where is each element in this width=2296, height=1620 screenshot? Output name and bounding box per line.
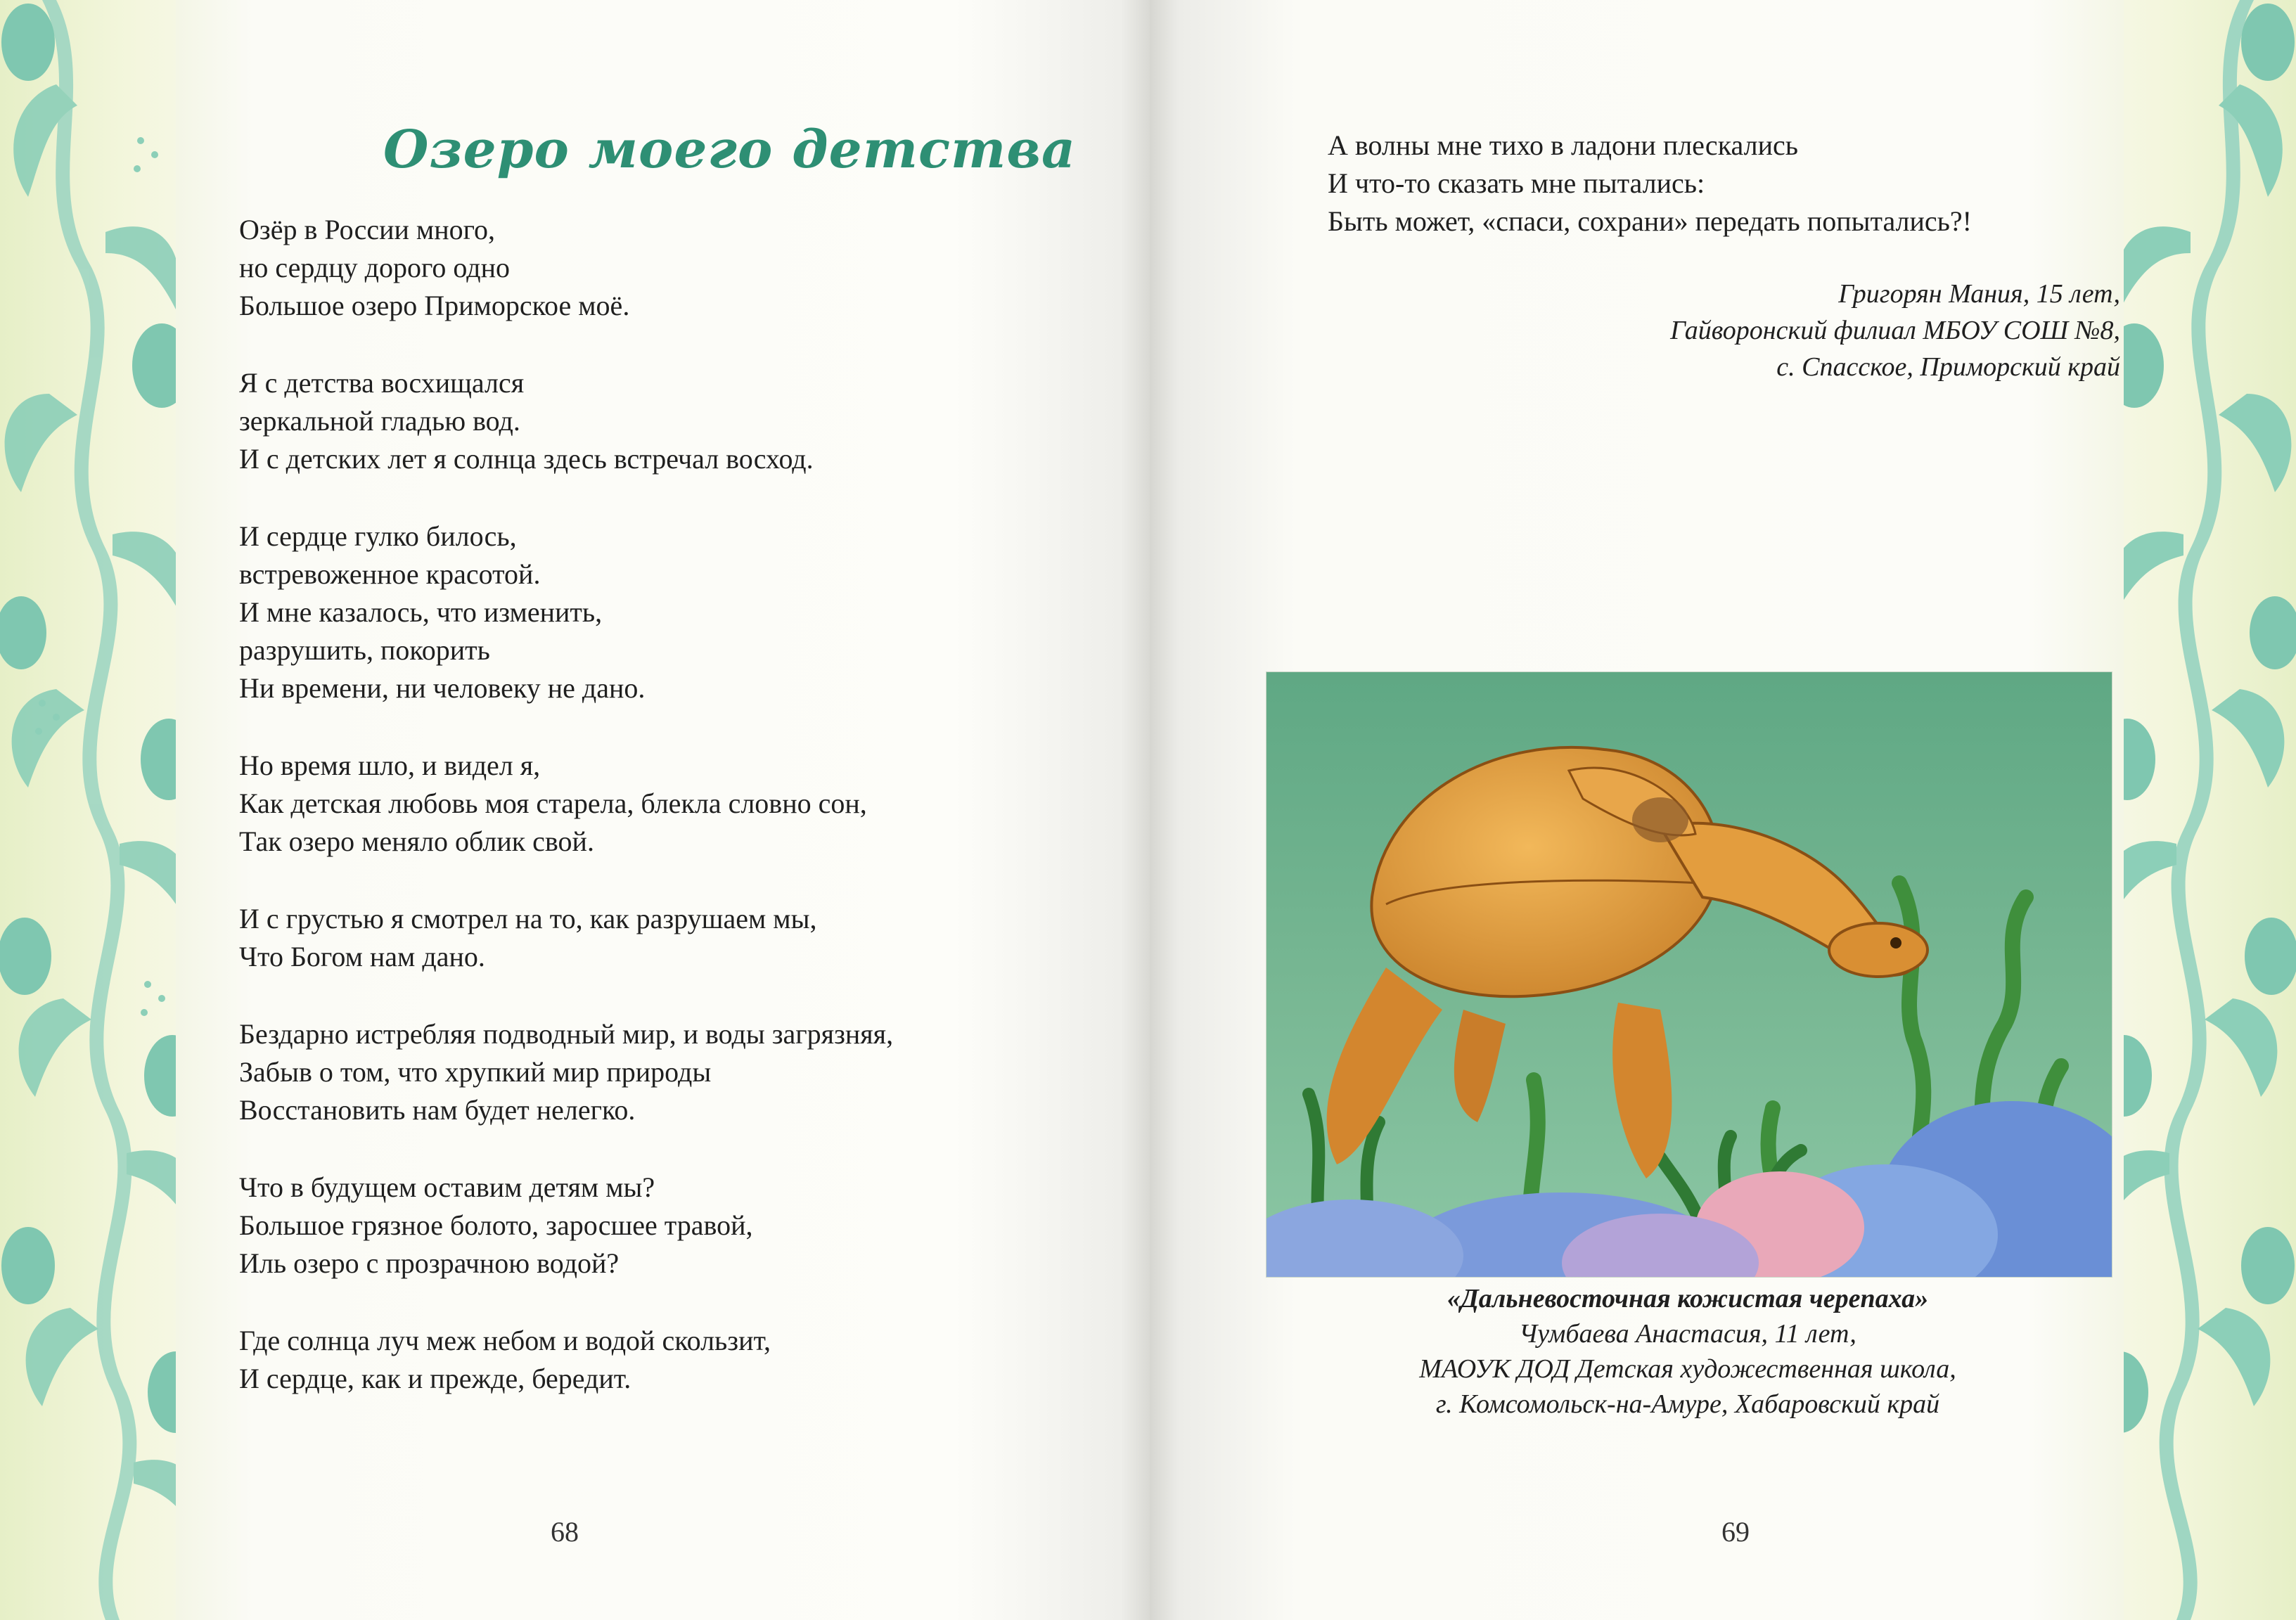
poem-line: разрушить, покорить xyxy=(239,634,490,666)
poem-line: встревоженное красотой. xyxy=(239,558,541,590)
poem-continuation xyxy=(1328,127,2136,240)
author-line: Гайворонский филиал МБОУ СОШ №8, xyxy=(1670,316,2120,345)
page-number-left: 68 xyxy=(551,1516,579,1548)
poem-line: А волны мне тихо в ладони плескались xyxy=(1328,129,1798,161)
caption-line: г. Комсомольск-на-Амуре, Хабаровский край xyxy=(1435,1389,1940,1419)
poem-line: И с грустью я смотрел на то, как разрушаем мы, xyxy=(239,903,817,934)
turtle-illustration xyxy=(1266,672,2112,1277)
poem-line: Большое грязное болото, заросшее травой, xyxy=(239,1209,753,1241)
stanza xyxy=(239,900,1118,976)
caption-title: «Дальневосточная кожистая черепаха» xyxy=(1447,1284,1929,1313)
poem-line: зеркальной гладью вод. xyxy=(239,405,520,437)
poem-line: И сердце, как и прежде, бередит. xyxy=(239,1363,631,1394)
stanza xyxy=(239,364,1118,478)
poem-line: Бездарно истребляя подводный мир, и воды загрязняя, xyxy=(239,1018,894,1050)
poem-line: Что Богом нам дано. xyxy=(239,941,485,972)
author-line: Григорян Мания, 15 лет, xyxy=(1838,279,2120,309)
stanza xyxy=(239,1169,1118,1282)
poem-line: Восстановить нам будет нелегко. xyxy=(239,1094,636,1126)
poem-line: И сердце гулко билось, xyxy=(239,520,517,552)
poem-line: Забыв о том, что хрупкий мир природы xyxy=(239,1056,712,1088)
caption-line: Чумбаева Анастасия, 11 лет, xyxy=(1519,1319,1856,1349)
stanza xyxy=(239,747,1118,861)
stanza xyxy=(239,1322,1118,1398)
poem-title: Озеро моего детства xyxy=(383,120,1076,180)
poem-line: Ни времени, ни человеку не дано. xyxy=(239,672,646,704)
poem-line: Быть может, «спаси, сохрани» передать попытались?! xyxy=(1328,205,1972,237)
poem-line: И что-то сказать мне пытались: xyxy=(1328,167,1705,199)
poem-author xyxy=(1670,276,2120,385)
poem-line: И с детских лет я солнца здесь встречал восход. xyxy=(239,443,814,475)
poem-line: Где солнца луч меж небом и водой скользит, xyxy=(239,1325,771,1356)
painting-caption xyxy=(1294,1281,2082,1422)
poem-line: Я с детства восхищался xyxy=(239,367,525,399)
poem-line: Большое озеро Приморское моё. xyxy=(239,290,630,321)
poem-line: Как детская любовь моя старела, блекла словно сон, xyxy=(239,788,867,819)
poem-line: Иль озеро с прозрачною водой? xyxy=(239,1247,620,1279)
poem-line: Но время шло, и видел я, xyxy=(239,750,541,781)
page-number-right: 69 xyxy=(1721,1516,1750,1548)
author-line: с. Спасское, Приморский край xyxy=(1776,352,2120,382)
stanza xyxy=(239,211,1118,325)
poem-line: но сердцу дорого одно xyxy=(239,252,510,283)
poem-line: Что в будущем оставим детям мы? xyxy=(239,1171,655,1203)
poem-body xyxy=(239,211,1118,1437)
turtle-painting xyxy=(1266,671,2112,1278)
poem-line: Озёр в России много, xyxy=(239,214,496,245)
caption-line: МАОУК ДОД Детская художественная школа, xyxy=(1419,1354,1956,1384)
stanza xyxy=(239,518,1118,707)
poem-line: Так озеро меняло облик свой. xyxy=(239,825,594,857)
poem-line: И мне казалось, что изменить, xyxy=(239,596,603,628)
stanza xyxy=(239,1015,1118,1129)
